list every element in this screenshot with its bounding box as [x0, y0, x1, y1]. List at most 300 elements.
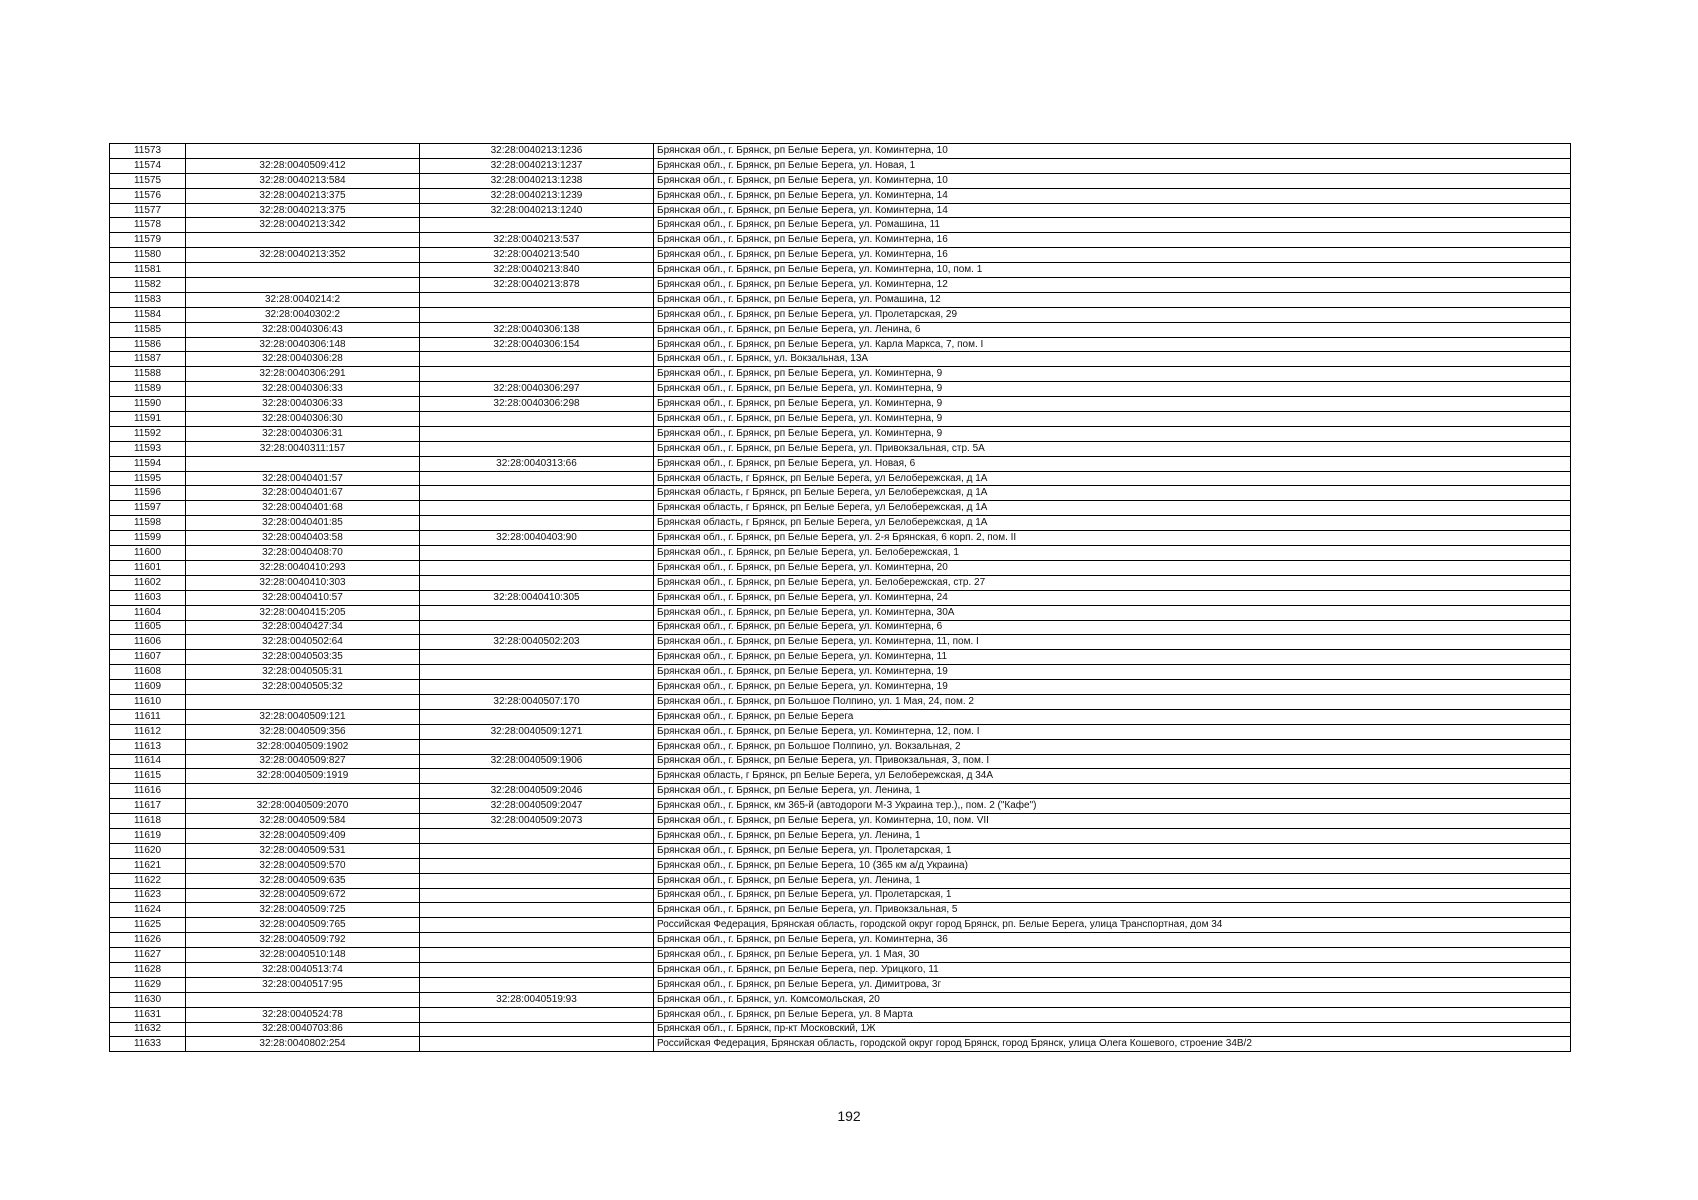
row-number-cell: 11626 — [110, 933, 186, 948]
address-cell: Брянская обл., г. Брянск, рп Белые Берега, ул. Коминтерна, 12 — [654, 278, 1571, 293]
row-number-cell: 11609 — [110, 680, 186, 695]
row-number-cell: 11586 — [110, 337, 186, 352]
table-row — [110, 158, 1571, 173]
related-cadastral-number-cell — [420, 948, 654, 963]
row-number-cell: 11587 — [110, 352, 186, 367]
cadastral-number-cell: 32:28:0040306:43 — [186, 322, 420, 337]
row-number-cell: 11610 — [110, 694, 186, 709]
row-number-cell: 11631 — [110, 1007, 186, 1022]
cadastral-number-cell: 32:28:0040401:85 — [186, 516, 420, 531]
address-cell: Брянская обл., г. Брянск, рп Белые Берега, ул. Коминтерна, 11, пом. I — [654, 635, 1571, 650]
related-cadastral-number-cell — [420, 769, 654, 784]
cadastral-number-cell: 32:28:0040703:86 — [186, 1022, 420, 1037]
related-cadastral-number-cell: 32:28:0040410:305 — [420, 590, 654, 605]
row-number-cell: 11599 — [110, 531, 186, 546]
table-row — [110, 650, 1571, 665]
related-cadastral-number-cell: 32:28:0040519:93 — [420, 992, 654, 1007]
row-number-cell: 11597 — [110, 501, 186, 516]
address-cell: Брянская обл., г. Брянск, рп Белые Берега, ул. Коминтерна, 19 — [654, 665, 1571, 680]
row-number-cell: 11589 — [110, 382, 186, 397]
related-cadastral-number-cell: 32:28:0040509:1271 — [420, 724, 654, 739]
related-cadastral-number-cell — [420, 903, 654, 918]
related-cadastral-number-cell — [420, 441, 654, 456]
table-row — [110, 843, 1571, 858]
table-row — [110, 471, 1571, 486]
related-cadastral-number-cell: 32:28:0040502:203 — [420, 635, 654, 650]
table-row — [110, 754, 1571, 769]
address-cell: Брянская обл., г. Брянск, рп Белые Берега, ул. Коминтерна, 14 — [654, 188, 1571, 203]
registry-table-body — [110, 144, 1571, 1052]
table-row — [110, 278, 1571, 293]
row-number-cell: 11582 — [110, 278, 186, 293]
address-cell: Брянская обл., г. Брянск, рп Белые Берега, ул. 8 Марта — [654, 1007, 1571, 1022]
address-cell: Брянская обл., г. Брянск, км 365-й (автодороги М-3 Украина тер.),, пом. 2 ("Кафе") — [654, 799, 1571, 814]
row-number-cell: 11583 — [110, 292, 186, 307]
address-cell: Брянская обл., г. Брянск, рп Белые Берега, ул. Коминтерна, 14 — [654, 203, 1571, 218]
cadastral-number-cell: 32:28:0040509:2070 — [186, 799, 420, 814]
related-cadastral-number-cell: 32:28:0040213:878 — [420, 278, 654, 293]
row-number-cell: 11629 — [110, 977, 186, 992]
address-cell: Брянская обл., г. Брянск, рп Белые Берега, ул. Коминтерна, 12, пом. I — [654, 724, 1571, 739]
related-cadastral-number-cell — [420, 709, 654, 724]
row-number-cell: 11573 — [110, 144, 186, 159]
cadastral-number-cell: 32:28:0040509:635 — [186, 873, 420, 888]
address-cell: Брянская обл., г. Брянск, рп Белые Берега, ул. Новая, 1 — [654, 158, 1571, 173]
row-number-cell: 11614 — [110, 754, 186, 769]
row-number-cell: 11632 — [110, 1022, 186, 1037]
cadastral-number-cell — [186, 456, 420, 471]
related-cadastral-number-cell — [420, 933, 654, 948]
address-cell: Брянская обл., г. Брянск, рп Белые Берега, ул. Белобережская, 1 — [654, 546, 1571, 561]
address-cell: Брянская обл., г. Брянск, рп Белые Берега, ул. Карла Маркса, 7, пом. I — [654, 337, 1571, 352]
address-cell: Брянская обл., г. Брянск, ул. Комсомольская, 20 — [654, 992, 1571, 1007]
related-cadastral-number-cell — [420, 650, 654, 665]
row-number-cell: 11621 — [110, 858, 186, 873]
table-row — [110, 233, 1571, 248]
related-cadastral-number-cell — [420, 292, 654, 307]
related-cadastral-number-cell — [420, 680, 654, 695]
related-cadastral-number-cell — [420, 486, 654, 501]
table-row — [110, 590, 1571, 605]
address-cell: Брянская обл., г. Брянск, рп Белые Берега, ул. Пролетарская, 1 — [654, 888, 1571, 903]
address-cell: Брянская обл., г. Брянск, рп Белые Берега, ул. Коминтерна, 30А — [654, 605, 1571, 620]
cadastral-number-cell: 32:28:0040505:32 — [186, 680, 420, 695]
related-cadastral-number-cell: 32:28:0040213:840 — [420, 263, 654, 278]
table-row — [110, 426, 1571, 441]
related-cadastral-number-cell: 32:28:0040213:537 — [420, 233, 654, 248]
cadastral-number-cell: 32:28:0040505:31 — [186, 665, 420, 680]
table-row — [110, 531, 1571, 546]
row-number-cell: 11595 — [110, 471, 186, 486]
row-number-cell: 11576 — [110, 188, 186, 203]
table-row — [110, 173, 1571, 188]
table-row — [110, 948, 1571, 963]
address-cell: Российская Федерация, Брянская область, городской округ город Брянск, город Брянск, улица Олега Кошевого, строение 34В/2 — [654, 1037, 1571, 1052]
table-row — [110, 1037, 1571, 1052]
table-row — [110, 248, 1571, 263]
cadastral-number-cell: 32:28:0040509:827 — [186, 754, 420, 769]
address-cell: Брянская обл., г. Брянск, рп Белые Берега, ул. Коминтерна, 24 — [654, 590, 1571, 605]
address-cell: Брянская обл., г. Брянск, рп Белые Берега, ул. Коминтерна, 10 — [654, 144, 1571, 159]
cadastral-number-cell: 32:28:0040427:34 — [186, 620, 420, 635]
cadastral-number-cell: 32:28:0040502:64 — [186, 635, 420, 650]
table-row — [110, 412, 1571, 427]
cadastral-number-cell: 32:28:0040306:31 — [186, 426, 420, 441]
table-row — [110, 382, 1571, 397]
cadastral-number-cell: 32:28:0040509:765 — [186, 918, 420, 933]
address-cell: Брянская обл., г. Брянск, ул. Вокзальная, 13А — [654, 352, 1571, 367]
cadastral-number-cell — [186, 694, 420, 709]
related-cadastral-number-cell — [420, 962, 654, 977]
table-row — [110, 620, 1571, 635]
address-cell: Брянская обл., г. Брянск, рп Большое Полпино, ул. Вокзальная, 2 — [654, 739, 1571, 754]
table-row — [110, 307, 1571, 322]
related-cadastral-number-cell: 32:28:0040509:1906 — [420, 754, 654, 769]
row-number-cell: 11611 — [110, 709, 186, 724]
address-cell: Брянская область, г Брянск, рп Белые Берега, ул Белобережская, д 1А — [654, 501, 1571, 516]
address-cell: Брянская обл., г. Брянск, рп Белые Берега, ул. Ленина, 1 — [654, 828, 1571, 843]
related-cadastral-number-cell — [420, 977, 654, 992]
cadastral-number-cell: 32:28:0040213:584 — [186, 173, 420, 188]
address-cell: Брянская обл., г. Брянск, рп Белые Берега, ул. Коминтерна, 11 — [654, 650, 1571, 665]
table-row — [110, 501, 1571, 516]
cadastral-number-cell: 32:28:0040509:1902 — [186, 739, 420, 754]
row-number-cell: 11574 — [110, 158, 186, 173]
cadastral-number-cell: 32:28:0040509:121 — [186, 709, 420, 724]
row-number-cell: 11622 — [110, 873, 186, 888]
address-cell: Брянская область, г Брянск, рп Белые Берега, ул Белобережская, д 34А — [654, 769, 1571, 784]
related-cadastral-number-cell — [420, 1022, 654, 1037]
cadastral-number-cell: 32:28:0040306:291 — [186, 367, 420, 382]
related-cadastral-number-cell — [420, 828, 654, 843]
address-cell: Брянская обл., г. Брянск, рп Белые Берега, ул. Коминтерна, 9 — [654, 367, 1571, 382]
address-cell: Брянская обл., г. Брянск, рп Большое Полпино, ул. 1 Мая, 24, пом. 2 — [654, 694, 1571, 709]
table-row — [110, 367, 1571, 382]
row-number-cell: 11581 — [110, 263, 186, 278]
table-row — [110, 918, 1571, 933]
address-cell: Брянская обл., г. Брянск, рп Белые Берега, ул. Коминтерна, 36 — [654, 933, 1571, 948]
table-row — [110, 694, 1571, 709]
address-cell: Брянская обл., г. Брянск, рп Белые Берега, ул. Пролетарская, 1 — [654, 843, 1571, 858]
table-row — [110, 665, 1571, 680]
table-row — [110, 709, 1571, 724]
related-cadastral-number-cell — [420, 665, 654, 680]
related-cadastral-number-cell — [420, 620, 654, 635]
cadastral-number-cell: 32:28:0040403:58 — [186, 531, 420, 546]
related-cadastral-number-cell — [420, 367, 654, 382]
address-cell: Брянская обл., г. Брянск, рп Белые Берега, ул. Привокзальная, 5 — [654, 903, 1571, 918]
address-cell: Брянская обл., г. Брянск, рп Белые Берега, 10 (365 км а/д Украина) — [654, 858, 1571, 873]
row-number-cell: 11630 — [110, 992, 186, 1007]
address-cell: Брянская область, г Брянск, рп Белые Берега, ул Белобережская, д 1А — [654, 516, 1571, 531]
row-number-cell: 11585 — [110, 322, 186, 337]
row-number-cell: 11607 — [110, 650, 186, 665]
address-cell: Брянская обл., г. Брянск, рп Белые Берега, ул. Ленина, 1 — [654, 873, 1571, 888]
cadastral-number-cell: 32:28:0040509:409 — [186, 828, 420, 843]
cadastral-number-cell: 32:28:0040509:1919 — [186, 769, 420, 784]
table-row — [110, 992, 1571, 1007]
related-cadastral-number-cell — [420, 1007, 654, 1022]
related-cadastral-number-cell: 32:28:0040509:2046 — [420, 784, 654, 799]
related-cadastral-number-cell — [420, 888, 654, 903]
table-row — [110, 739, 1571, 754]
row-number-cell: 11584 — [110, 307, 186, 322]
cadastral-number-cell: 32:28:0040213:352 — [186, 248, 420, 263]
address-cell: Брянская обл., г. Брянск, рп Белые Берега, ул. Белобережская, стр. 27 — [654, 575, 1571, 590]
cadastral-number-cell — [186, 278, 420, 293]
address-cell: Брянская обл., г. Брянск, рп Белые Берега, ул. Привокзальная, 3, пом. I — [654, 754, 1571, 769]
row-number-cell: 11592 — [110, 426, 186, 441]
address-cell: Брянская обл., г. Брянск, рп Белые Берега, ул. Коминтерна, 10, пом. VII — [654, 814, 1571, 829]
cadastral-number-cell: 32:28:0040510:148 — [186, 948, 420, 963]
address-cell: Брянская обл., г. Брянск, рп Белые Берега — [654, 709, 1571, 724]
related-cadastral-number-cell: 32:28:0040213:1240 — [420, 203, 654, 218]
cadastral-number-cell: 32:28:0040509:672 — [186, 888, 420, 903]
address-cell: Брянская обл., г. Брянск, рп Белые Берега, ул. Ромашина, 11 — [654, 218, 1571, 233]
table-row — [110, 858, 1571, 873]
address-cell: Брянская обл., г. Брянск, пр-кт Московский, 1Ж — [654, 1022, 1571, 1037]
cadastral-number-cell — [186, 992, 420, 1007]
cadastral-number-cell: 32:28:0040401:67 — [186, 486, 420, 501]
related-cadastral-number-cell — [420, 426, 654, 441]
cadastral-number-cell: 32:28:0040410:57 — [186, 590, 420, 605]
table-row — [110, 933, 1571, 948]
row-number-cell: 11627 — [110, 948, 186, 963]
address-cell: Брянская обл., г. Брянск, рп Белые Берега, ул. Коминтерна, 9 — [654, 426, 1571, 441]
row-number-cell: 11596 — [110, 486, 186, 501]
row-number-cell: 11594 — [110, 456, 186, 471]
cadastral-number-cell: 32:28:0040401:57 — [186, 471, 420, 486]
table-row — [110, 322, 1571, 337]
table-row — [110, 1007, 1571, 1022]
row-number-cell: 11619 — [110, 828, 186, 843]
related-cadastral-number-cell: 32:28:0040213:1238 — [420, 173, 654, 188]
cadastral-number-cell: 32:28:0040306:28 — [186, 352, 420, 367]
related-cadastral-number-cell — [420, 843, 654, 858]
related-cadastral-number-cell — [420, 546, 654, 561]
row-number-cell: 11591 — [110, 412, 186, 427]
address-cell: Брянская обл., г. Брянск, рп Белые Берега, ул. Пролетарская, 29 — [654, 307, 1571, 322]
table-row — [110, 203, 1571, 218]
row-number-cell: 11618 — [110, 814, 186, 829]
address-cell: Брянская область, г Брянск, рп Белые Берега, ул Белобережская, д 1А — [654, 471, 1571, 486]
related-cadastral-number-cell — [420, 605, 654, 620]
row-number-cell: 11613 — [110, 739, 186, 754]
related-cadastral-number-cell — [420, 1037, 654, 1052]
cadastral-number-cell: 32:28:0040509:570 — [186, 858, 420, 873]
row-number-cell: 11608 — [110, 665, 186, 680]
row-number-cell: 11604 — [110, 605, 186, 620]
related-cadastral-number-cell: 32:28:0040509:2073 — [420, 814, 654, 829]
row-number-cell: 11615 — [110, 769, 186, 784]
row-number-cell: 11593 — [110, 441, 186, 456]
row-number-cell: 11577 — [110, 203, 186, 218]
address-cell: Брянская обл., г. Брянск, рп Белые Берега, пер. Урицкого, 11 — [654, 962, 1571, 977]
address-cell: Брянская обл., г. Брянск, рп Белые Берега, ул. Ромашина, 12 — [654, 292, 1571, 307]
address-cell: Брянская обл., г. Брянск, рп Белые Берега, ул. Димитрова, 3г — [654, 977, 1571, 992]
related-cadastral-number-cell: 32:28:0040213:1237 — [420, 158, 654, 173]
cadastral-number-cell: 32:28:0040401:68 — [186, 501, 420, 516]
row-number-cell: 11600 — [110, 546, 186, 561]
cadastral-number-cell: 32:28:0040509:531 — [186, 843, 420, 858]
cadastral-number-cell: 32:28:0040213:342 — [186, 218, 420, 233]
table-row — [110, 828, 1571, 843]
table-row — [110, 575, 1571, 590]
table-row — [110, 605, 1571, 620]
cadastral-number-cell: 32:28:0040802:254 — [186, 1037, 420, 1052]
related-cadastral-number-cell: 32:28:0040306:297 — [420, 382, 654, 397]
cadastral-number-cell: 32:28:0040509:792 — [186, 933, 420, 948]
table-row — [110, 516, 1571, 531]
cadastral-number-cell: 32:28:0040509:412 — [186, 158, 420, 173]
address-cell: Брянская обл., г. Брянск, рп Белые Берега, ул. Ленина, 6 — [654, 322, 1571, 337]
cadastral-number-cell — [186, 784, 420, 799]
cadastral-number-cell: 32:28:0040214:2 — [186, 292, 420, 307]
row-number-cell: 11606 — [110, 635, 186, 650]
cadastral-number-cell: 32:28:0040213:375 — [186, 203, 420, 218]
cadastral-number-cell: 32:28:0040509:725 — [186, 903, 420, 918]
cadastral-number-cell: 32:28:0040306:148 — [186, 337, 420, 352]
related-cadastral-number-cell: 32:28:0040403:90 — [420, 531, 654, 546]
cadastral-number-cell — [186, 144, 420, 159]
row-number-cell: 11620 — [110, 843, 186, 858]
related-cadastral-number-cell — [420, 739, 654, 754]
related-cadastral-number-cell — [420, 352, 654, 367]
table-row — [110, 456, 1571, 471]
row-number-cell: 11580 — [110, 248, 186, 263]
related-cadastral-number-cell — [420, 873, 654, 888]
row-number-cell: 11605 — [110, 620, 186, 635]
row-number-cell: 11579 — [110, 233, 186, 248]
table-row — [110, 903, 1571, 918]
related-cadastral-number-cell: 32:28:0040306:154 — [420, 337, 654, 352]
related-cadastral-number-cell — [420, 471, 654, 486]
cadastral-number-cell — [186, 263, 420, 278]
table-row — [110, 188, 1571, 203]
cadastral-number-cell: 32:28:0040213:375 — [186, 188, 420, 203]
cadastral-number-cell: 32:28:0040311:157 — [186, 441, 420, 456]
cadastral-number-cell: 32:28:0040408:70 — [186, 546, 420, 561]
cadastral-number-cell — [186, 233, 420, 248]
address-cell: Брянская обл., г. Брянск, рп Белые Берега, ул. Ленина, 1 — [654, 784, 1571, 799]
table-row — [110, 292, 1571, 307]
address-cell: Брянская обл., г. Брянск, рп Белые Берега, ул. 2-я Брянская, 6 корп. 2, пом. II — [654, 531, 1571, 546]
row-number-cell: 11624 — [110, 903, 186, 918]
related-cadastral-number-cell: 32:28:0040213:540 — [420, 248, 654, 263]
related-cadastral-number-cell: 32:28:0040306:298 — [420, 397, 654, 412]
row-number-cell: 11617 — [110, 799, 186, 814]
row-number-cell: 11612 — [110, 724, 186, 739]
table-row — [110, 1022, 1571, 1037]
related-cadastral-number-cell — [420, 412, 654, 427]
table-row — [110, 635, 1571, 650]
row-number-cell: 11598 — [110, 516, 186, 531]
address-cell: Российская Федерация, Брянская область, городской округ город Брянск, рп. Белые Берега, улица Транспортная, дом 34 — [654, 918, 1571, 933]
address-cell: Брянская обл., г. Брянск, рп Белые Берега, ул. Коминтерна, 9 — [654, 397, 1571, 412]
table-row — [110, 977, 1571, 992]
table-row — [110, 962, 1571, 977]
row-number-cell: 11625 — [110, 918, 186, 933]
table-row — [110, 769, 1571, 784]
related-cadastral-number-cell: 32:28:0040213:1239 — [420, 188, 654, 203]
row-number-cell: 11616 — [110, 784, 186, 799]
row-number-cell: 11628 — [110, 962, 186, 977]
cadastral-number-cell: 32:28:0040302:2 — [186, 307, 420, 322]
address-cell: Брянская обл., г. Брянск, рп Белые Берега, ул. Коминтерна, 19 — [654, 680, 1571, 695]
address-cell: Брянская обл., г. Брянск, рп Белые Берега, ул. Привокзальная, стр. 5А — [654, 441, 1571, 456]
table-row — [110, 888, 1571, 903]
cadastral-number-cell: 32:28:0040509:584 — [186, 814, 420, 829]
table-row — [110, 441, 1571, 456]
table-row — [110, 799, 1571, 814]
table-row — [110, 560, 1571, 575]
table-row — [110, 352, 1571, 367]
related-cadastral-number-cell — [420, 560, 654, 575]
row-number-cell: 11590 — [110, 397, 186, 412]
table-row — [110, 218, 1571, 233]
table-row — [110, 337, 1571, 352]
table-row — [110, 784, 1571, 799]
cadastral-number-cell: 32:28:0040509:356 — [186, 724, 420, 739]
row-number-cell: 11588 — [110, 367, 186, 382]
row-number-cell: 11623 — [110, 888, 186, 903]
address-cell: Брянская обл., г. Брянск, рп Белые Берега, ул. Коминтерна, 10, пом. 1 — [654, 263, 1571, 278]
table-row — [110, 814, 1571, 829]
address-cell: Брянская обл., г. Брянск, рп Белые Берега, ул. Коминтерна, 16 — [654, 248, 1571, 263]
address-cell: Брянская обл., г. Брянск, рп Белые Берега, ул. Коминтерна, 10 — [654, 173, 1571, 188]
row-number-cell: 11601 — [110, 560, 186, 575]
related-cadastral-number-cell: 32:28:0040213:1236 — [420, 144, 654, 159]
related-cadastral-number-cell: 32:28:0040507:170 — [420, 694, 654, 709]
table-row — [110, 263, 1571, 278]
related-cadastral-number-cell — [420, 918, 654, 933]
cadastral-number-cell: 32:28:0040513:74 — [186, 962, 420, 977]
cadastral-number-cell: 32:28:0040306:33 — [186, 397, 420, 412]
row-number-cell: 11575 — [110, 173, 186, 188]
cadastral-number-cell: 32:28:0040410:303 — [186, 575, 420, 590]
table-row — [110, 397, 1571, 412]
table-row — [110, 546, 1571, 561]
address-cell: Брянская обл., г. Брянск, рп Белые Берега, ул. Коминтерна, 9 — [654, 412, 1571, 427]
cadastral-number-cell: 32:28:0040517:95 — [186, 977, 420, 992]
row-number-cell: 11602 — [110, 575, 186, 590]
cadastral-number-cell: 32:28:0040503:35 — [186, 650, 420, 665]
related-cadastral-number-cell — [420, 501, 654, 516]
cadastral-number-cell: 32:28:0040306:33 — [186, 382, 420, 397]
cadastral-number-cell: 32:28:0040415:205 — [186, 605, 420, 620]
related-cadastral-number-cell: 32:28:0040509:2047 — [420, 799, 654, 814]
table-row — [110, 144, 1571, 159]
registry-table — [109, 143, 1571, 1052]
related-cadastral-number-cell — [420, 307, 654, 322]
address-cell: Брянская обл., г. Брянск, рп Белые Берега, ул. Коминтерна, 20 — [654, 560, 1571, 575]
related-cadastral-number-cell: 32:28:0040313:66 — [420, 456, 654, 471]
related-cadastral-number-cell — [420, 575, 654, 590]
related-cadastral-number-cell: 32:28:0040306:138 — [420, 322, 654, 337]
table-row — [110, 724, 1571, 739]
address-cell: Брянская обл., г. Брянск, рп Белые Берега, ул. Коминтерна, 16 — [654, 233, 1571, 248]
table-row — [110, 873, 1571, 888]
address-cell: Брянская область, г Брянск, рп Белые Берега, ул Белобережская, д 1А — [654, 486, 1571, 501]
related-cadastral-number-cell — [420, 516, 654, 531]
cadastral-number-cell: 32:28:0040524:78 — [186, 1007, 420, 1022]
address-cell: Брянская обл., г. Брянск, рп Белые Берега, ул. Коминтерна, 9 — [654, 382, 1571, 397]
page-number: 192 — [837, 1108, 861, 1124]
related-cadastral-number-cell — [420, 858, 654, 873]
table-row — [110, 680, 1571, 695]
address-cell: Брянская обл., г. Брянск, рп Белые Берега, ул. Коминтерна, 6 — [654, 620, 1571, 635]
address-cell: Брянская обл., г. Брянск, рп Белые Берега, ул. Новая, 6 — [654, 456, 1571, 471]
